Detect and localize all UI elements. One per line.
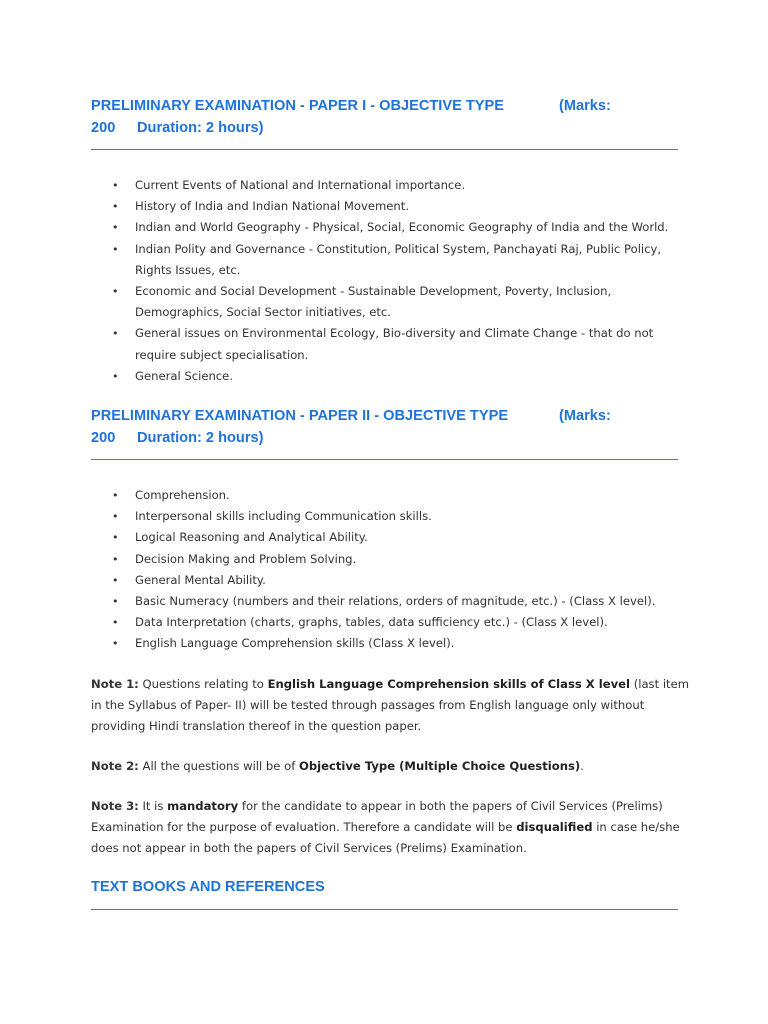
note-3 (91, 796, 691, 860)
paper1-topic-item: • History of India and Indian National Movement. (91, 196, 691, 217)
note-3-text-b: for the candidate to appear in both the papers of Civil Services (Prelims) Examination for the purpose of evaluation. Therefore a candidate will be (91, 799, 663, 835)
paper1-heading (91, 95, 691, 139)
note-2 (91, 756, 691, 777)
note-2-label: Note 2: (91, 759, 139, 773)
paper2-title: PRELIMINARY EXAMINATION - PAPER II - OBJECTIVE TYPE (91, 408, 509, 424)
paper1-title: PRELIMINARY EXAMINATION - PAPER I - OBJECTIVE TYPE (91, 98, 504, 114)
references-divider (91, 909, 678, 910)
paper2-topic-item: • Interpersonal skills including Communication skills. (91, 506, 691, 527)
paper2-duration: Duration: 2 hours) (137, 430, 264, 446)
paper1-topic-item: • General Science. (91, 366, 691, 387)
paper1-topic-list (91, 175, 691, 387)
note-1-text-a: Questions relating to (142, 677, 264, 691)
note-2-emphasis: Objective Type (Multiple Choice Questions) (298, 759, 581, 773)
note-3-label: Note 3: (91, 799, 139, 813)
paper1-marks-value: 200 (91, 120, 116, 136)
paper2-divider (91, 459, 678, 460)
paper2-topic-item: • Decision Making and Problem Solving. (91, 549, 691, 570)
paper2-topic-item: • Data Interpretation (charts, graphs, tables, data sufficiency etc.) - (Class X level). (91, 612, 691, 633)
paper1-duration: Duration: 2 hours) (137, 120, 264, 136)
paper1-marks-label: (Marks: (559, 98, 611, 114)
paper2-marks-label: (Marks: (559, 408, 611, 424)
paper2-topic-item: • General Mental Ability. (91, 570, 691, 591)
note-3-emphasis-mandatory: mandatory (167, 799, 239, 813)
note-2-text-b: . (580, 759, 584, 773)
paper2-topic-item: • Comprehension. (91, 485, 691, 506)
note-2-text-a: All the questions will be of (142, 759, 296, 773)
note-3-text-c: in case he/she does not appear in both the papers of Civil Services (Prelims) Examination. (91, 820, 680, 856)
paper2-topic-item: • Logical Reasoning and Analytical Ability. (91, 527, 691, 548)
note-3-text-a: It is (142, 799, 164, 813)
paper1-topic-item: • Economic and Social Development - Sustainable Development, Poverty, Inclusion, Demographics, Social Sector initiatives, etc. (91, 281, 691, 323)
paper1-topic-item: • Indian Polity and Governance - Constitution, Political System, Panchayati Raj, Public Policy, Rights Issues, etc. (91, 239, 691, 281)
note-3-emphasis-disqualified: disqualified (516, 820, 593, 835)
note-1-emphasis: English Language Comprehension skills of Class X level (267, 677, 631, 691)
note-1-label: Note 1: (91, 677, 139, 691)
paper2-marks-value: 200 (91, 430, 116, 446)
paper1-topic-item: • Indian and World Geography - Physical, Social, Economic Geography of India and the World. (91, 217, 691, 238)
note-1 (91, 674, 691, 738)
paper2-heading (91, 405, 691, 449)
paper2-topic-list (91, 485, 691, 655)
paper2-topic-item: • Basic Numeracy (numbers and their relations, orders of magnitude, etc.) - (Class X level). (91, 591, 691, 612)
paper2-topic-item: • English Language Comprehension skills (Class X level). (91, 633, 691, 654)
note-1-text-b: (last item in the Syllabus of Paper- II) will be tested through passages from English language only without providing Hindi translation thereof in the question paper. (91, 677, 690, 734)
paper1-divider (91, 149, 678, 150)
references-heading: TEXT BOOKS AND REFERENCES (91, 879, 325, 895)
paper1-topic-item: • General issues on Environmental Ecology, Bio-diversity and Climate Change - that do not require subject specialisation. (91, 323, 691, 365)
paper1-topic-item: • Current Events of National and International importance. (91, 175, 691, 196)
